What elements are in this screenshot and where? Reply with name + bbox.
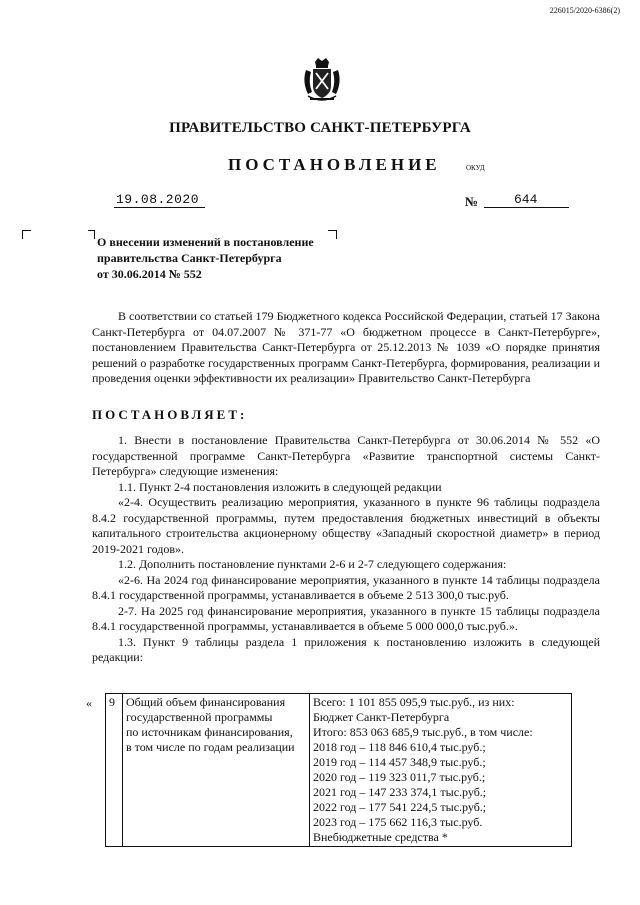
value-line: Внебюджетные средства * xyxy=(313,830,448,844)
subject-line: О внесении изменений в постановление xyxy=(97,235,314,249)
paragraph: 1.2. Дополнить постановление пунктами 2-6 и 2-7 следующего содержания: xyxy=(118,557,507,571)
row-label-cell xyxy=(123,694,310,847)
paragraph: 1.1. Пункт 2-4 постановления изложить в следующей редакции xyxy=(118,479,442,494)
decree-body xyxy=(92,433,600,666)
subject-bracket-right xyxy=(328,230,337,239)
coat-of-arms-emblem xyxy=(298,56,346,104)
paragraph: «2-6. На 2024 год финансирование мероприятия, указанного в пункте 14 таблицы подраздела 8.4.1 государственной программы, устанавливается в объеме 2 513 300,0 тыс.руб. xyxy=(92,572,600,602)
value-line: Бюджет Санкт-Петербурга xyxy=(313,710,450,724)
paragraph: «2-4. Осуществить реализацию мероприятия, указанного в пункте 96 таблицы подраздела 8.4.2 государственной программы, путем предоставления бюджетных инвестиций в объекты капитального строительства акционерному обществу «Западный скоростной диаметр» в период 2019-2021 годов». xyxy=(92,495,600,556)
value-line: 2020 год – 119 323 011,7 тыс.руб.; xyxy=(313,770,486,784)
document-registration-number: 226015/2020-6386(2) xyxy=(549,6,620,15)
value-line: 2022 год – 177 541 224,5 тыс.руб.; xyxy=(313,800,487,814)
value-line: Всего: 1 101 855 095,9 тыс.руб., из них: xyxy=(313,695,515,709)
decree-number: 644 xyxy=(484,192,569,208)
label-line: в том числе по годам реализации xyxy=(126,740,295,754)
okud-label: ОКУД xyxy=(466,164,485,172)
value-line: 2021 год – 147 233 374,1 тыс.руб.; xyxy=(313,785,487,799)
financing-table xyxy=(105,693,572,847)
table-open-quote: « xyxy=(86,696,92,710)
document-type-title: ПОСТАНОВЛЕНИЕ xyxy=(228,155,441,174)
label-line: по источникам финансирования, xyxy=(126,725,293,739)
decree-number-label: № xyxy=(465,194,479,209)
label-line: государственной программы xyxy=(126,710,273,724)
subject-bracket-mid xyxy=(88,230,95,239)
value-line: 2023 год – 175 662 116,3 тыс.руб. xyxy=(313,815,483,829)
decree-date: 19.08.2020 xyxy=(114,192,205,208)
value-line: Итого: 853 063 685,9 тыс.руб., в том числе: xyxy=(313,725,533,739)
paragraph: 1.3. Пункт 9 таблицы раздела 1 приложения к постановлению изложить в следующей редакции: xyxy=(92,634,600,664)
label-line: Общий объем финансирования xyxy=(126,695,286,709)
preamble-block xyxy=(92,309,600,387)
row-value-cell xyxy=(310,694,572,847)
subject-line: правительства Санкт-Петербурга xyxy=(97,251,282,265)
paragraph: 2-7. На 2025 год финансирование мероприятия, указанного в пункте 15 таблицы подраздела 8.4.1 государственной программы, устанавливается в объеме 5 000 000,0 тыс.руб.». xyxy=(92,603,600,633)
preamble-text: В соответствии со статьей 179 Бюджетного кодекса Российской Федерации, статьей 17 Закона Санкт-Петербурга от 04.07.2007 № 371-77 «О бюджетном процессе в Санкт-Петербурге», постановлением Правительства Санкт-Петербурга от 25.12.2013 № 1039 «О порядке принятия решений о разработке государственных программ Санкт-Петербурга, формирования, реализации и проведения оценки эффективности их реализации» Правительство Санкт-Петербурга xyxy=(92,309,600,385)
government-name: ПРАВИТЕЛЬСТВО САНКТ-ПЕТЕРБУРГА xyxy=(169,120,471,136)
decree-subject xyxy=(97,234,314,282)
value-line: 2019 год – 114 457 348,9 тыс.руб.; xyxy=(313,755,486,769)
paragraph: 1. Внести в постановление Правительства Санкт-Петербурга от 30.06.2014 № 552 «О государственной программе Санкт-Петербурга «Развитие транспортной системы Санкт-Петербурга» следующие изменения: xyxy=(92,433,600,478)
table-row xyxy=(106,694,572,847)
row-number-cell: 9 xyxy=(106,694,123,847)
subject-line: от 30.06.2014 № 552 xyxy=(97,267,202,281)
subject-bracket-left xyxy=(22,230,31,239)
value-line: 2018 год – 118 846 610,4 тыс.руб.; xyxy=(313,740,486,754)
ruling-heading: ПОСТАНОВЛЯЕТ: xyxy=(92,407,248,422)
